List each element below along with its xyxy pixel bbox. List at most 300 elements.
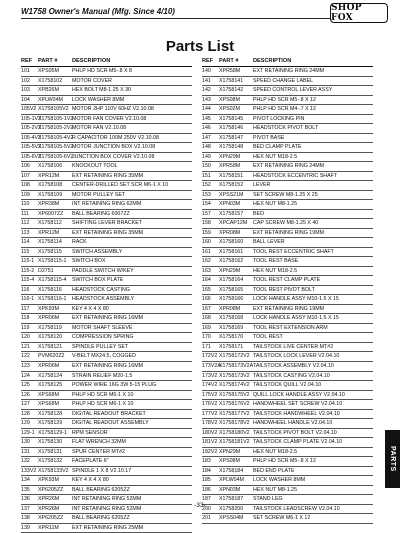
table-row [21,86,192,96]
ref-cell: 176V2 [202,401,218,408]
description-cell: TAILSTOCK CLAMP PLATE V2.04.10 [253,439,343,446]
part-number-cell: X1758161 [219,248,244,255]
description-cell: KEY 4 X 4 X 80 [72,477,109,484]
table-row [21,96,192,106]
part-number-cell: X1758178V2 [219,420,250,427]
part-number-cell: X1758105-4V2 [38,134,74,141]
table-row [21,124,192,134]
table-row [21,229,192,239]
ref-cell: 170 [202,334,211,341]
ref-cell: 121 [21,343,30,350]
description-cell: STRAIN RELIEF M20-1.5 [72,372,133,379]
description-cell: BED END PLATE [253,467,295,474]
table-row [21,248,192,258]
ref-cell: 126 [21,391,30,398]
ref-cell: 139 [21,524,30,531]
part-number-cell: X1758141 [219,77,244,84]
ref-cell: 115-4 [21,277,35,284]
ref-cell: 175V2 [202,391,218,398]
ref-cell: 140 [202,68,211,74]
logo-text: SHOP FOX [331,3,362,23]
part-number-cell: X1758114 [38,239,62,246]
part-number-cell: X1758105-5V2 [38,144,74,151]
part-number-cell: XPR12M [38,172,60,179]
table-row [202,257,373,267]
part-number-cell: X1758181V2 [219,439,250,446]
part-number-cell: XPSS21M [219,191,244,198]
description-cell: KNOCKOUT TOOL [72,163,118,170]
ref-cell: 101 [21,68,30,74]
part-number-cell: XPS08M [219,458,240,465]
table-row [21,438,192,448]
part-number-cell: X1758172V2 [219,353,250,360]
description-cell: DIGITAL READOUT BRACKET [72,410,146,417]
table-row [21,162,192,172]
description-cell: TOOL REST CLAMP PLATE [253,277,321,284]
part-number-cell: X1758115 [38,248,62,255]
description-cell: TAILSTOCK PIVOT BOLT V2.04.10 [253,429,337,436]
col-desc-header: DESCRIPTION [253,58,292,64]
part-number-cell: XPR06M [38,315,60,322]
ref-cell: 106 [21,163,30,170]
description-cell: PHLP HD SCR M5-.8 X 8 [72,68,132,74]
table-row [21,191,192,201]
table-body-left [21,67,192,533]
ref-cell: 134 [21,477,30,484]
part-number-cell: X1758115-1 [38,258,67,265]
part-number-cell: X1758105V2 [38,106,69,113]
ref-cell: 151 [202,172,211,179]
table-row [21,257,192,267]
part-number-cell: X1758109 [38,191,63,198]
part-number-cell: X1758129-1 [38,429,67,436]
table-row [202,143,373,153]
part-number-cell: X1758120 [38,334,63,341]
description-cell: FLAT WRENCH 32MM [72,439,126,446]
description-cell: BALL BEARING 6205ZZ [72,515,130,522]
table-row [21,372,192,382]
ref-cell: 159 [202,229,211,236]
description-cell: EXT RETAINING RING 24MM [253,68,325,74]
description-cell: RPM SENSOR [72,429,108,436]
description-cell: MOTOR JUNCTION BOX V2.10.08 [72,144,156,151]
table-header [202,57,373,67]
description-cell: SPINDLE 1 X 8 V2.10.17 [72,467,132,474]
ref-cell: 104 [21,96,30,103]
ref-cell: 113 [21,229,30,236]
description-cell: RACK [72,239,87,246]
table-body-right [202,67,373,524]
ref-cell: 119 [21,324,30,331]
description-cell: SWITCH ASSEMBLY [72,248,123,255]
part-number-cell: X1758169 [219,324,244,331]
ref-cell: 144 [202,106,211,113]
ref-cell: 103 [21,87,30,94]
ref-cell: 163 [202,267,211,274]
table-row [202,295,373,305]
ref-cell: 124 [21,372,30,379]
part-number-cell: X1758119 [38,324,62,331]
description-cell: SET SCREW M8-1.25 X 25 [253,191,318,198]
part-number-cell: X1758125 [38,382,63,389]
part-number-cell: XPR26M [38,505,60,512]
part-number-cell: XPK93M [38,305,59,312]
col-part-header: PART # [219,58,239,64]
description-cell: EXT RETAINING RING 19MM [253,229,325,236]
table-row [202,200,373,210]
part-number-cell: XPCAP12M [219,220,248,227]
ref-cell: 178V2 [202,420,218,427]
part-number-cell: X1758175V2 [219,391,250,398]
ref-cell: 135 [21,486,30,493]
part-number-cell: X1758146 [219,125,244,132]
description-cell: SWITCH BOX [72,258,106,265]
ref-cell: 182V2 [202,448,218,455]
description-cell: TAILSTOCK LOCK LEVER V2.04.10 [253,353,340,360]
ref-cell: 136 [21,496,30,503]
description-cell: BALL LEVER [253,239,285,246]
description-cell: INT RETAINING RING 62MM [72,201,142,208]
part-number-cell: X1758162 [219,258,244,265]
ref-cell: 125 [21,382,30,389]
part-number-cell: X1758177V2 [219,410,250,417]
part-number-cell: XPN29M [219,448,241,455]
table-row [21,143,192,153]
ref-cell: 147 [202,134,211,141]
part-number-cell: X1758180V2 [219,429,250,436]
part-number-cell: X1758129 [38,420,63,427]
table-row [21,514,192,524]
description-cell: TAILSTOCK QUILL V2.04.10 [253,382,322,389]
part-number-cell: X1758168 [219,315,244,322]
ref-cell: 173V2 [202,372,218,379]
section-tab-parts[interactable] [385,430,400,488]
table-row [202,305,373,315]
part-number-cell: X1758131 [38,448,63,455]
ref-cell: 122 [21,353,30,360]
description-cell: HEADSTOCK ECCENTRIC SHAFT [253,172,338,179]
description-cell: MOTOR FAN COVER V2.10.08 [72,115,147,122]
ref-cell: 181V2 [202,439,218,446]
ref-cell: 187 [202,496,211,503]
description-cell: LOCK WASHER 8MM [253,477,306,484]
part-number-cell: XPR11M [38,524,59,531]
table-row [202,333,373,343]
part-number-cell: X1758148 [219,144,244,151]
table-row [21,267,192,277]
part-number-cell: X1758147 [219,134,244,141]
table-row [21,476,192,486]
ref-cell: 201 [202,515,211,522]
description-cell: EXT RETAINING RING 16MM [72,315,144,322]
description-cell: EXT RETAINING RING 25MM [72,524,144,531]
table-row [202,410,373,420]
col-ref-header: REF [21,58,33,64]
ref-cell: 110 [21,201,30,208]
ref-cell: 152 [202,182,211,189]
ref-cell: 109 [21,191,30,198]
table-row [202,486,373,496]
part-number-cell: X1758108 [38,182,63,189]
part-number-cell: X1758164 [219,277,244,284]
description-cell: TOOL REST [253,334,283,341]
part-number-cell: XPK93M [38,477,59,484]
part-number-cell: X1758133V2 [38,467,69,474]
ref-cell: 164 [202,277,211,284]
header-rule [21,18,346,19]
table-row [202,400,373,410]
description-cell: COMPRESSION SPRING [72,334,134,341]
part-number-cell: XPLW04M [38,96,63,103]
table-row [21,457,192,467]
description-cell: MOTOR SHAFT SLEEVE [72,324,133,331]
part-number-cell: XPS02M [219,106,240,113]
ref-cell: 180V2 [202,429,218,436]
description-cell: TOOL REST PIVOT BOLT [253,286,315,293]
part-number-cell: XPR58M [219,68,241,74]
ref-cell: 115-1 [21,258,35,265]
description-cell: LOCK HANDLE ASSY M10-1.5 X 15 [253,315,339,322]
description-cell: EXT RETAINING RING 19MM [253,305,325,312]
table-row [202,191,373,201]
part-number-cell: XPR08M [219,229,241,236]
description-cell: PIVOT BASE [253,134,285,141]
part-number-cell: X1758173V2 [219,372,250,379]
table-row [202,124,373,134]
table-row [202,210,373,220]
description-cell: LOCK HANDLE ASSY M10-1.5 X 15 [253,296,339,303]
ref-cell: 111 [21,210,30,217]
description-cell: EXT RETAINING RING 24MM [253,163,325,170]
ref-cell: 174V2 [202,382,218,389]
table-row [202,86,373,96]
part-number-cell: X1758132 [38,458,63,465]
part-number-cell: X1758165 [219,286,244,293]
part-number-cell: XPR38M [38,201,60,208]
table-row [202,267,373,277]
ref-cell: 112 [21,220,30,227]
description-cell: PIVOT LOCKING PIN [253,115,305,122]
description-cell: HEX BOLT M8-1.25 X 30 [72,87,131,94]
part-number-cell: XPN29M [219,153,241,160]
description-cell: BALL BEARING 6007ZZ [72,210,130,217]
ref-cell: 169 [202,324,211,331]
ref-cell: 129-1 [21,429,35,436]
part-number-cell: X1758200 [219,505,244,512]
description-cell: PHLP HD SCR M4-.7 X 12 [253,106,316,113]
parts-table-left [21,57,192,533]
part-number-cell: X1758145 [219,115,244,122]
ref-cell: 141 [202,77,211,84]
table-row [202,314,373,324]
table-row [21,324,192,334]
description-cell: HANDWHEEL SET SCREW V2.04.10 [253,401,343,408]
ref-cell: 116 [21,286,30,293]
ref-cell: 131 [21,448,30,455]
description-cell: JUNCTION BOX COVER V2.10.08 [72,153,155,160]
ref-cell: 157 [202,210,211,217]
part-number-cell: XPS05M [38,68,59,74]
part-number-cell: X1758106 [38,163,63,170]
description-cell: HEADSTOCK PIVOT BOLT [253,125,319,132]
table-row [21,200,192,210]
manual-title: W1758 Owner's Manual (Mfg. Since 4/10) [21,7,175,16]
part-number-cell: XPR08M [219,305,241,312]
part-number-cell: XPS68M [38,401,59,408]
table-row [21,486,192,496]
table-row [21,362,192,372]
ref-cell: 173V2A [202,362,221,369]
table-row [202,172,373,182]
table-row [202,362,373,372]
table-row [202,429,373,439]
table-row [202,448,373,458]
description-cell: POWER WIRE 16G 3W 5-15 PLUG [72,382,157,389]
ref-cell: 154 [202,201,211,208]
ref-cell: 172V2 [202,353,218,360]
table-row [21,210,192,220]
ref-cell: 129 [21,420,30,427]
table-row [202,96,373,106]
ref-cell: 118 [21,315,30,322]
part-number-cell: XPS08M [219,96,240,103]
description-cell: HEX NUT M8-1.25 [253,201,298,208]
description-cell: HEX NUT M18-2.5 [253,153,298,160]
ref-cell: 133V2 [21,467,37,474]
table-row [202,181,373,191]
ref-cell: 149 [202,153,211,160]
ref-cell: 132 [21,458,30,465]
description-cell: EXT RETAINING RING 35MM [72,229,144,236]
description-cell: HEX NUT M8-1.25 [253,486,298,493]
part-number-cell: X1758152 [219,182,244,189]
shop-fox-logo [330,3,388,23]
table-row [21,467,192,477]
ref-cell: 143 [202,96,211,103]
description-cell: MOTOR PULLEY SET [72,191,126,198]
section-tab-label: PARTS [389,446,396,472]
table-row [21,77,192,87]
table-row [202,67,373,77]
ref-cell: 105V2 [21,106,37,113]
part-number-cell: X1758105-6V2 [38,153,74,160]
part-number-cell: X1758176V2 [219,401,250,408]
description-cell: CENTER-DRILLED SET SCR M6-1 X 10 [72,182,169,189]
description-cell: BED CLAMP PLATE [253,144,302,151]
table-row [202,457,373,467]
description-cell: EXT RETAINING RING 16MM [72,362,144,369]
table-row [202,162,373,172]
ref-cell: 138 [21,515,30,522]
part-number-cell: XPR12M [38,229,60,236]
description-cell: TAILSTOCK CASTING V2.04.10 [253,372,330,379]
ref-cell: 105-6V2 [21,153,42,160]
part-number-cell: XPB26M [38,87,59,94]
part-number-cell: XPR26M [38,496,60,503]
table-row [202,286,373,296]
description-cell: KEY 4 X 4 X 80 [72,305,109,312]
part-number-cell: X1758128 [38,410,63,417]
table-row [21,134,192,144]
table-row [21,219,192,229]
parts-table-right [202,57,373,524]
part-number-cell: X1758160 [219,239,244,246]
description-cell: MOTOR 2HP 110V 60HZ V2.10.08 [72,106,154,113]
part-number-cell: PVM620Z2 [38,353,65,360]
part-number-cell: X1758116-1 [38,296,67,303]
description-cell: SWITCH BOX PLATE [72,277,124,284]
table-row [21,238,192,248]
description-cell: INT RETAINING RING 52MM [72,505,142,512]
table-row [202,372,373,382]
table-row [202,391,373,401]
ref-cell: 186 [202,486,211,493]
col-ref-header: REF [202,58,214,64]
table-row [202,77,373,87]
description-cell: CAP SCREW M8-1.25 X 40 [253,220,319,227]
part-number-cell: X1758173V2A [219,362,254,369]
table-row [21,305,192,315]
ref-cell: 146 [202,125,211,132]
table-row [21,343,192,353]
part-number-cell: X1758121 [38,343,63,350]
description-cell: TAILSTOCK ASSEMBLY V2.04.10 [253,362,334,369]
description-cell: TOOL REST EXTENSION ARM [253,324,328,331]
part-number-cell: XPR06M [38,362,60,369]
ref-cell: 185 [202,477,211,484]
table-row [21,419,192,429]
table-row [21,276,192,286]
ref-cell: 107 [21,172,30,179]
description-cell: SHIFTING LEVER BRACKET [72,220,143,227]
description-cell: HEADSTOCK CASTING [72,286,130,293]
table-row [202,324,373,334]
table-row [21,115,192,125]
description-cell: BED [253,210,264,217]
table-row [202,419,373,429]
part-number-cell: X1758115-4 [38,277,67,284]
description-cell: PHLP HD SCR M6-1 X 10 [72,401,134,408]
table-row [202,343,373,353]
page-title: Parts List [165,38,235,55]
ref-cell: 200 [202,505,211,512]
part-number-cell: XPS68M [38,391,59,398]
part-number-cell: X1758112 [38,220,62,227]
description-cell: FACEPLATE 6" [72,458,109,465]
description-cell: MOTOR COVER [72,77,112,84]
ref-cell: 137 [21,505,30,512]
table-row [202,514,373,524]
ref-cell: 105-5V2 [21,144,42,151]
ref-cell: 162 [202,258,211,265]
ref-cell: 105-4V2 [21,134,42,141]
description-cell: TOOL REST BASE [253,258,299,265]
table-row [202,438,373,448]
part-number-cell: XPN03M [219,486,241,493]
table-row [21,172,192,182]
table-row [21,105,192,115]
table-header [21,57,192,67]
part-number-cell: X1758174V2 [219,382,250,389]
description-cell: TAILSTOCK LEADSCREW V2.04.10 [253,505,340,512]
ref-cell: 102 [21,77,30,84]
description-cell: HEADSTOCK ASSEMBLY [72,296,135,303]
table-row [21,391,192,401]
description-cell: V-BELT MX24.5, COGGED [72,353,136,360]
description-cell: DIGITAL READOUT ASSEMBLY [72,420,149,427]
description-cell: QUILL LOCK HANDLE ASSY V2.04.10 [253,391,345,398]
col-desc-header: DESCRIPTION [72,58,111,64]
